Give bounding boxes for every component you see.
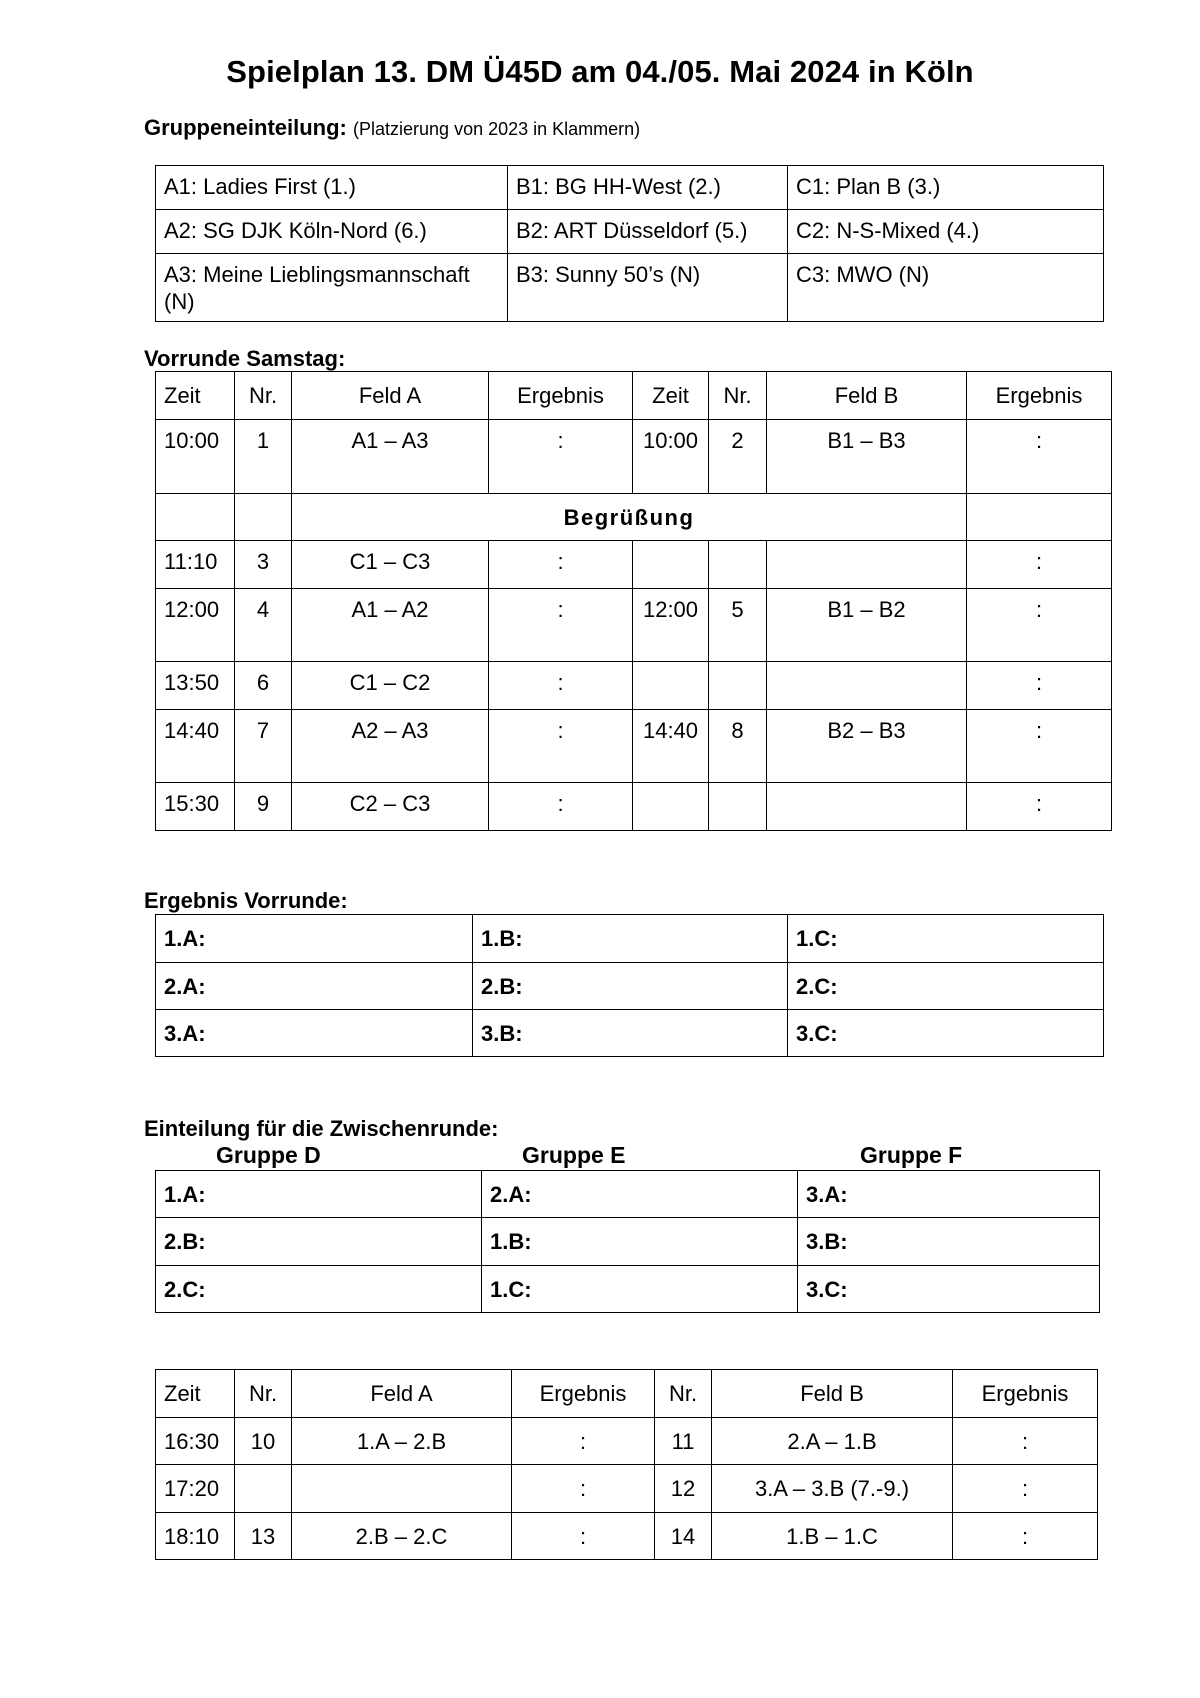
- cell-match: [767, 662, 967, 710]
- placement-cell: 2.B:: [473, 963, 788, 1010]
- cell-zeit: 14:40: [156, 710, 235, 783]
- group-cell: A1: Ladies First (1.): [156, 166, 508, 210]
- header-ergebnis: Ergebnis: [512, 1370, 655, 1418]
- cell-result: :: [953, 1465, 1098, 1513]
- cell-nr: 12: [655, 1465, 712, 1513]
- header-nr: Nr.: [235, 1370, 292, 1418]
- header-zeit: Zeit: [633, 372, 709, 420]
- assignment-cell: 3.B:: [798, 1218, 1100, 1266]
- cell-match: C1 – C3: [292, 541, 489, 589]
- cell-zeit: 12:00: [156, 589, 235, 662]
- assignment-cell: 1.A:: [156, 1171, 482, 1218]
- cell-match: 2.B – 2.C: [292, 1513, 512, 1560]
- vorrunde-table: [155, 371, 1112, 831]
- cell-result: :: [967, 710, 1112, 783]
- cell-match: C2 – C3: [292, 783, 489, 831]
- cell-nr: 4: [235, 589, 292, 662]
- group-cell: B1: BG HH-West (2.): [508, 166, 788, 210]
- ergebnis-table: [155, 914, 1104, 1057]
- cell-match: C1 – C2: [292, 662, 489, 710]
- cell-match: [767, 541, 967, 589]
- group-cell: C1: Plan B (3.): [788, 166, 1104, 210]
- cell-nr: 6: [235, 662, 292, 710]
- cell-zeit: 18:10: [156, 1513, 235, 1560]
- placement-cell: 3.A:: [156, 1010, 473, 1057]
- assignment-cell: 1.C:: [482, 1266, 798, 1313]
- vorrunde-heading: Vorrunde Samstag:: [144, 346, 346, 371]
- assignment-cell: 2.B:: [156, 1218, 482, 1266]
- cell-result: :: [967, 662, 1112, 710]
- table-row: [156, 1266, 1100, 1313]
- assignment-cell: 1.B:: [482, 1218, 798, 1266]
- assignment-cell: 2.A:: [482, 1171, 798, 1218]
- group-cell: C3: MWO (N): [788, 254, 1104, 322]
- cell-result: :: [489, 589, 633, 662]
- group-cell: B2: ART Düsseldorf (5.): [508, 210, 788, 254]
- cell-nr: 14: [655, 1513, 712, 1560]
- cell-nr: [709, 783, 767, 831]
- table-row: [156, 783, 1112, 831]
- table-row: [156, 210, 1104, 254]
- cell-match: B1 – B2: [767, 589, 967, 662]
- group-cell: A3: Meine Lieblingsmannschaft (N): [156, 254, 508, 322]
- cell-match: A1 – A3: [292, 420, 489, 494]
- cell-result: :: [967, 420, 1112, 494]
- cell-result: :: [512, 1465, 655, 1513]
- groups-heading: [144, 115, 640, 141]
- cell-nr: 2: [709, 420, 767, 494]
- cell-result: :: [489, 541, 633, 589]
- header-feld-b: Feld B: [767, 372, 967, 420]
- table-row: [156, 541, 1112, 589]
- placement-cell: 2.C:: [788, 963, 1104, 1010]
- cell-nr: 10: [235, 1418, 292, 1465]
- placement-cell: 3.C:: [788, 1010, 1104, 1057]
- cell-nr: [235, 1465, 292, 1513]
- greeting-row: [156, 494, 1112, 541]
- cell-zeit: 16:30: [156, 1418, 235, 1465]
- table-row: [156, 1465, 1098, 1513]
- cell-match: A1 – A2: [292, 589, 489, 662]
- cell-nr: 13: [235, 1513, 292, 1560]
- cell-result: :: [489, 710, 633, 783]
- assignment-cell: 3.A:: [798, 1171, 1100, 1218]
- cell-zeit: 13:50: [156, 662, 235, 710]
- cell-match: [767, 783, 967, 831]
- cell-result: :: [489, 662, 633, 710]
- cell-zeit: 10:00: [156, 420, 235, 494]
- cell-result: :: [967, 589, 1112, 662]
- cell-match: 3.A – 3.B (7.-9.): [712, 1465, 953, 1513]
- table-row: [156, 963, 1104, 1010]
- zwischen-table: [155, 1170, 1100, 1313]
- table-row: [156, 710, 1112, 783]
- cell-match: 2.A – 1.B: [712, 1418, 953, 1465]
- greeting-cell: [292, 494, 967, 541]
- placement-cell: 3.B:: [473, 1010, 788, 1057]
- cell-match: [292, 1465, 512, 1513]
- cell-match: B1 – B3: [767, 420, 967, 494]
- header-ergebnis: Ergebnis: [489, 372, 633, 420]
- group-cell: C2: N-S-Mixed (4.): [788, 210, 1104, 254]
- cell-nr: 7: [235, 710, 292, 783]
- cell-nr: [709, 662, 767, 710]
- group-e-heading: Gruppe E: [522, 1142, 626, 1168]
- cell-zeit: 11:10: [156, 541, 235, 589]
- groups-note: (Platzierung von 2023 in Klammern): [353, 119, 641, 139]
- table-row: [156, 1418, 1098, 1465]
- groups-heading-text: Gruppeneinteilung:: [144, 115, 347, 140]
- cell-match: B2 – B3: [767, 710, 967, 783]
- page-title: Spielplan 13. DM Ü45D am 04./05. Mai 2024 in Köln: [226, 54, 974, 89]
- cell-match: 1.A – 2.B: [292, 1418, 512, 1465]
- header-zeit: Zeit: [156, 1370, 235, 1418]
- cell-result: :: [953, 1513, 1098, 1560]
- header-nr: Nr.: [709, 372, 767, 420]
- table-row: [156, 915, 1104, 963]
- group-f-heading: Gruppe F: [860, 1142, 963, 1168]
- ergebnis-heading: Ergebnis Vorrunde:: [144, 888, 348, 913]
- assignment-cell: 3.C:: [798, 1266, 1100, 1313]
- cell-result: :: [953, 1418, 1098, 1465]
- table-row: [156, 662, 1112, 710]
- assignment-cell: 2.C:: [156, 1266, 482, 1313]
- cell-result: :: [967, 783, 1112, 831]
- cell-nr: 8: [709, 710, 767, 783]
- cell-match: 1.B – 1.C: [712, 1513, 953, 1560]
- cell-empty: [156, 494, 235, 541]
- cell-zeit: 17:20: [156, 1465, 235, 1513]
- cell-result: :: [967, 541, 1112, 589]
- header-feld-a: Feld A: [292, 372, 489, 420]
- greeting-text: Begrüßung: [563, 504, 695, 530]
- header-feld-a: Feld A: [292, 1370, 512, 1418]
- table-row: [156, 254, 1104, 322]
- header-nr: Nr.: [235, 372, 292, 420]
- cell-nr: 5: [709, 589, 767, 662]
- cell-nr: 3: [235, 541, 292, 589]
- group-cell: B3: Sunny 50’s (N): [508, 254, 788, 322]
- cell-nr: 9: [235, 783, 292, 831]
- table-header-row: [156, 372, 1112, 420]
- cell-nr: 11: [655, 1418, 712, 1465]
- placement-cell: 2.A:: [156, 963, 473, 1010]
- table-row: [156, 1218, 1100, 1266]
- table-row: [156, 420, 1112, 494]
- groups-table: [155, 165, 1104, 322]
- table-row: [156, 1171, 1100, 1218]
- cell-empty: [235, 494, 292, 541]
- cell-empty: [967, 494, 1112, 541]
- cell-zeit: [633, 783, 709, 831]
- table-row: [156, 166, 1104, 210]
- table-row: [156, 1010, 1104, 1057]
- cell-zeit: 15:30: [156, 783, 235, 831]
- cell-result: :: [512, 1418, 655, 1465]
- cell-zeit: 12:00: [633, 589, 709, 662]
- header-nr: Nr.: [655, 1370, 712, 1418]
- placement-cell: 1.A:: [156, 915, 473, 963]
- cell-result: :: [489, 783, 633, 831]
- table-row: [156, 1513, 1098, 1560]
- header-ergebnis: Ergebnis: [967, 372, 1112, 420]
- header-ergebnis: Ergebnis: [953, 1370, 1098, 1418]
- cell-nr: [709, 541, 767, 589]
- placement-cell: 1.B:: [473, 915, 788, 963]
- table-row: [156, 589, 1112, 662]
- group-d-heading: Gruppe D: [216, 1142, 321, 1168]
- header-zeit: Zeit: [156, 372, 235, 420]
- zwischen-schedule-table: [155, 1369, 1098, 1560]
- table-header-row: [156, 1370, 1098, 1418]
- header-feld-b: Feld B: [712, 1370, 953, 1418]
- cell-result: :: [512, 1513, 655, 1560]
- zwischen-heading: Einteilung für die Zwischenrunde:: [144, 1116, 499, 1141]
- placement-cell: 1.C:: [788, 915, 1104, 963]
- cell-zeit: 14:40: [633, 710, 709, 783]
- cell-result: :: [489, 420, 633, 494]
- cell-match: A2 – A3: [292, 710, 489, 783]
- cell-zeit: 10:00: [633, 420, 709, 494]
- cell-nr: 1: [235, 420, 292, 494]
- cell-zeit: [633, 541, 709, 589]
- group-cell: A2: SG DJK Köln-Nord (6.): [156, 210, 508, 254]
- cell-zeit: [633, 662, 709, 710]
